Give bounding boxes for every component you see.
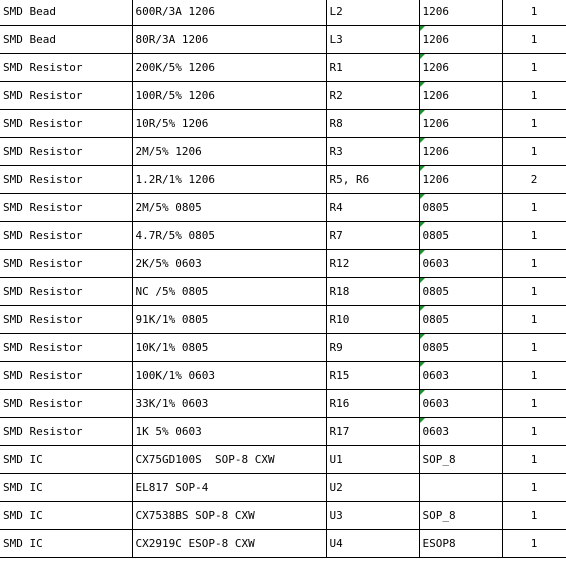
table-row bbox=[0, 222, 566, 250]
quantity-cell: 1 bbox=[502, 530, 566, 558]
quantity-cell: 1 bbox=[502, 250, 566, 278]
component-type-cell: SMD Resistor bbox=[0, 54, 132, 82]
reference-designator-cell: R3 bbox=[326, 138, 419, 166]
reference-designator-cell: R17 bbox=[326, 418, 419, 446]
quantity-cell: 1 bbox=[502, 334, 566, 362]
quantity-cell: 1 bbox=[502, 446, 566, 474]
package-text: 0603 bbox=[422, 396, 449, 410]
reference-designator-cell: U2 bbox=[326, 474, 419, 502]
package-cell bbox=[419, 110, 502, 138]
cell-marker-icon bbox=[420, 222, 425, 227]
table-row bbox=[0, 82, 566, 110]
table-row bbox=[0, 418, 566, 446]
table-row bbox=[0, 502, 566, 530]
package-text: 0805 bbox=[422, 200, 449, 214]
quantity-cell: 1 bbox=[502, 418, 566, 446]
package-cell bbox=[419, 166, 502, 194]
table-row bbox=[0, 250, 566, 278]
quantity-cell: 1 bbox=[502, 474, 566, 502]
cell-marker-icon bbox=[420, 26, 425, 31]
reference-designator-cell: U3 bbox=[326, 502, 419, 530]
package-cell bbox=[419, 474, 502, 502]
package-cell bbox=[419, 26, 502, 54]
component-type-cell: SMD Resistor bbox=[0, 138, 132, 166]
package-text: 1206 bbox=[422, 144, 449, 158]
package-text: ESOP8 bbox=[422, 536, 456, 550]
table-row bbox=[0, 362, 566, 390]
package-text: 1206 bbox=[422, 172, 449, 186]
cell-marker-icon bbox=[420, 306, 425, 311]
component-value-cell: 33K/1% 0603 bbox=[132, 390, 326, 418]
component-type-cell: SMD Resistor bbox=[0, 418, 132, 446]
quantity-cell: 1 bbox=[502, 222, 566, 250]
cell-marker-icon bbox=[420, 334, 425, 339]
package-text: 0805 bbox=[422, 284, 449, 298]
reference-designator-cell: U4 bbox=[326, 530, 419, 558]
component-value-cell: 4.7R/5% 0805 bbox=[132, 222, 326, 250]
table-row bbox=[0, 278, 566, 306]
component-type-cell: SMD Resistor bbox=[0, 194, 132, 222]
quantity-cell: 1 bbox=[502, 26, 566, 54]
component-value-cell: EL817 SOP-4 bbox=[132, 474, 326, 502]
package-cell bbox=[419, 390, 502, 418]
component-value-cell: 2K/5% 0603 bbox=[132, 250, 326, 278]
reference-designator-cell: L2 bbox=[326, 0, 419, 26]
package-text: 1206 bbox=[422, 88, 449, 102]
package-text: SOP_8 bbox=[422, 452, 456, 466]
table-row bbox=[0, 306, 566, 334]
cell-marker-icon bbox=[420, 54, 425, 59]
package-text: 0603 bbox=[422, 368, 449, 382]
package-cell bbox=[419, 54, 502, 82]
reference-designator-cell: R8 bbox=[326, 110, 419, 138]
quantity-cell: 1 bbox=[502, 138, 566, 166]
package-text: 0805 bbox=[422, 340, 449, 354]
table-row bbox=[0, 194, 566, 222]
quantity-cell: 1 bbox=[502, 278, 566, 306]
reference-designator-cell: R15 bbox=[326, 362, 419, 390]
cell-marker-icon bbox=[420, 110, 425, 115]
reference-designator-cell: L3 bbox=[326, 26, 419, 54]
quantity-cell: 1 bbox=[502, 362, 566, 390]
reference-designator-cell: R2 bbox=[326, 82, 419, 110]
component-type-cell: SMD Resistor bbox=[0, 278, 132, 306]
table-row bbox=[0, 390, 566, 418]
component-value-cell: 2M/5% 1206 bbox=[132, 138, 326, 166]
reference-designator-cell: R10 bbox=[326, 306, 419, 334]
component-type-cell: SMD IC bbox=[0, 530, 132, 558]
component-value-cell: 10R/5% 1206 bbox=[132, 110, 326, 138]
component-value-cell: 1.2R/1% 1206 bbox=[132, 166, 326, 194]
reference-designator-cell: R9 bbox=[326, 334, 419, 362]
package-cell bbox=[419, 502, 502, 530]
quantity-cell: 1 bbox=[502, 306, 566, 334]
package-text: 1206 bbox=[422, 32, 449, 46]
reference-designator-cell: R18 bbox=[326, 278, 419, 306]
component-type-cell: SMD Resistor bbox=[0, 222, 132, 250]
quantity-cell: 1 bbox=[502, 110, 566, 138]
cell-marker-icon bbox=[420, 418, 425, 423]
component-value-cell: 91K/1% 0805 bbox=[132, 306, 326, 334]
cell-marker-icon bbox=[420, 362, 425, 367]
table-row bbox=[0, 334, 566, 362]
component-value-cell: CX75GD100S SOP-8 CXW bbox=[132, 446, 326, 474]
package-text: 1206 bbox=[422, 116, 449, 130]
cell-marker-icon bbox=[420, 250, 425, 255]
quantity-cell: 2 bbox=[502, 166, 566, 194]
package-text: 0805 bbox=[422, 312, 449, 326]
component-type-cell: SMD Resistor bbox=[0, 390, 132, 418]
package-cell bbox=[419, 306, 502, 334]
component-value-cell: 100R/5% 1206 bbox=[132, 82, 326, 110]
component-type-cell: SMD IC bbox=[0, 502, 132, 530]
table-row bbox=[0, 26, 566, 54]
package-cell bbox=[419, 82, 502, 110]
component-value-cell: 2M/5% 0805 bbox=[132, 194, 326, 222]
table-row bbox=[0, 446, 566, 474]
component-type-cell: SMD Bead bbox=[0, 0, 132, 26]
component-value-cell: CX2919C ESOP-8 CXW bbox=[132, 530, 326, 558]
component-type-cell: SMD Resistor bbox=[0, 250, 132, 278]
reference-designator-cell: R1 bbox=[326, 54, 419, 82]
cell-marker-icon bbox=[420, 166, 425, 171]
package-cell bbox=[419, 250, 502, 278]
component-value-cell: NC /5% 0805 bbox=[132, 278, 326, 306]
table-row bbox=[0, 138, 566, 166]
component-type-cell: SMD IC bbox=[0, 474, 132, 502]
table-row bbox=[0, 54, 566, 82]
cell-marker-icon bbox=[420, 82, 425, 87]
quantity-cell: 1 bbox=[502, 54, 566, 82]
reference-designator-cell: R4 bbox=[326, 194, 419, 222]
package-text: 1206 bbox=[422, 60, 449, 74]
cell-marker-icon bbox=[420, 138, 425, 143]
cell-marker-icon bbox=[420, 194, 425, 199]
reference-designator-cell: R12 bbox=[326, 250, 419, 278]
package-text: 0603 bbox=[422, 256, 449, 270]
package-text: 1206 bbox=[422, 4, 449, 18]
reference-designator-cell: R7 bbox=[326, 222, 419, 250]
component-type-cell: SMD Resistor bbox=[0, 166, 132, 194]
package-text: 0805 bbox=[422, 228, 449, 242]
package-text: 0603 bbox=[422, 424, 449, 438]
reference-designator-cell: R5, R6 bbox=[326, 166, 419, 194]
package-cell bbox=[419, 446, 502, 474]
component-value-cell: 600R/3A 1206 bbox=[132, 0, 326, 26]
package-cell bbox=[419, 138, 502, 166]
component-value-cell: 200K/5% 1206 bbox=[132, 54, 326, 82]
quantity-cell: 1 bbox=[502, 82, 566, 110]
cell-marker-icon bbox=[420, 278, 425, 283]
package-cell bbox=[419, 222, 502, 250]
table-row bbox=[0, 474, 566, 502]
component-value-cell: CX7538BS SOP-8 CXW bbox=[132, 502, 326, 530]
component-value-cell: 100K/1% 0603 bbox=[132, 362, 326, 390]
package-cell bbox=[419, 0, 502, 26]
component-type-cell: SMD Resistor bbox=[0, 362, 132, 390]
component-value-cell: 10K/1% 0805 bbox=[132, 334, 326, 362]
table-row bbox=[0, 0, 566, 26]
package-cell bbox=[419, 530, 502, 558]
component-type-cell: SMD Resistor bbox=[0, 82, 132, 110]
package-cell bbox=[419, 334, 502, 362]
package-cell bbox=[419, 278, 502, 306]
component-type-cell: SMD Resistor bbox=[0, 110, 132, 138]
package-cell bbox=[419, 418, 502, 446]
package-text: SOP_8 bbox=[422, 508, 456, 522]
quantity-cell: 1 bbox=[502, 390, 566, 418]
component-type-cell: SMD Resistor bbox=[0, 306, 132, 334]
table-row bbox=[0, 166, 566, 194]
component-type-cell: SMD Bead bbox=[0, 26, 132, 54]
component-type-cell: SMD IC bbox=[0, 446, 132, 474]
package-cell bbox=[419, 362, 502, 390]
reference-designator-cell: U1 bbox=[326, 446, 419, 474]
quantity-cell: 1 bbox=[502, 502, 566, 530]
component-value-cell: 80R/3A 1206 bbox=[132, 26, 326, 54]
quantity-cell: 1 bbox=[502, 194, 566, 222]
quantity-cell: 1 bbox=[502, 0, 566, 26]
reference-designator-cell: R16 bbox=[326, 390, 419, 418]
package-cell bbox=[419, 194, 502, 222]
table-row bbox=[0, 530, 566, 558]
cell-marker-icon bbox=[420, 390, 425, 395]
component-value-cell: 1K 5% 0603 bbox=[132, 418, 326, 446]
component-type-cell: SMD Resistor bbox=[0, 334, 132, 362]
table-row bbox=[0, 110, 566, 138]
